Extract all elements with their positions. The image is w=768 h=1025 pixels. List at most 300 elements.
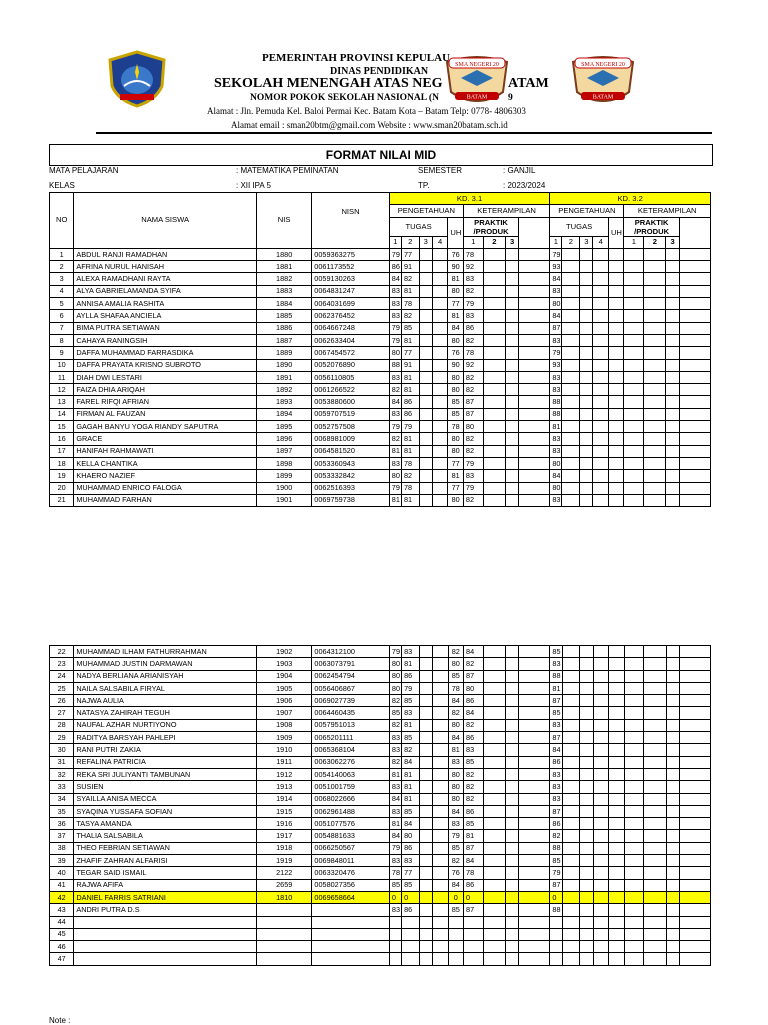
row-kd2-sp <box>679 494 710 506</box>
row-kd2-t2 <box>562 347 580 359</box>
row-t4 <box>432 371 447 383</box>
row-no: 28 <box>50 719 74 731</box>
row-name: FAIZA DHIA ARIQAH <box>74 384 257 396</box>
row-kd2-p1 <box>624 670 644 682</box>
row-t2: 81 <box>401 371 419 383</box>
row-name: FAREL RIFQI AFRIAN <box>74 396 257 408</box>
row-p1 <box>464 953 484 965</box>
row-no: 15 <box>50 421 74 433</box>
row-kd2-t2 <box>562 682 580 694</box>
row-t1: 82 <box>389 756 401 768</box>
row-uh: 90 <box>448 261 463 273</box>
row-t3 <box>419 310 432 322</box>
row-name: SYAQINA YUSSAFA SOFIAN <box>74 805 257 817</box>
table-row <box>50 396 711 408</box>
row-p1: 78 <box>463 248 483 260</box>
row-p3 <box>505 371 518 383</box>
row-kd2-t1: 83 <box>550 334 562 346</box>
row-no: 13 <box>50 396 74 408</box>
row-uh: 80 <box>448 371 463 383</box>
row-p2 <box>483 744 505 756</box>
row-sp <box>519 732 550 744</box>
row-sp <box>519 384 550 396</box>
row-nisn: 0054881633 <box>312 830 390 842</box>
table-row <box>50 818 711 830</box>
row-kd2-t4 <box>593 421 608 433</box>
row-sp <box>519 334 550 346</box>
row-t1: 79 <box>389 322 401 334</box>
row-kd2-p3 <box>666 916 679 928</box>
row-kd2-t3 <box>580 756 593 768</box>
row-t3 <box>419 953 432 965</box>
row-t4 <box>433 670 449 682</box>
row-no: 37 <box>50 830 74 842</box>
table-row <box>50 756 711 768</box>
row-p3 <box>506 695 519 707</box>
row-nis <box>257 928 312 940</box>
row-t3 <box>419 682 432 694</box>
row-t1 <box>389 928 401 940</box>
row-nis: 1907 <box>257 707 312 719</box>
row-kd2-uh <box>609 744 625 756</box>
row-nisn: 0053360943 <box>312 457 389 469</box>
row-kd2-p3 <box>666 855 679 867</box>
row-kd2-t3 <box>580 744 593 756</box>
row-uh: 83 <box>448 818 464 830</box>
row-kd2-sp <box>679 646 710 658</box>
row-p1: 86 <box>464 879 484 891</box>
row-kd2-p3 <box>666 273 679 285</box>
row-p3 <box>506 879 519 891</box>
row-uh: 90 <box>448 359 463 371</box>
row-uh: 82 <box>448 707 464 719</box>
row-t3 <box>419 384 432 396</box>
row-p1: 82 <box>463 445 483 457</box>
kd1-uh: UH <box>448 217 463 248</box>
row-t3 <box>419 658 432 670</box>
row-kd2-p2 <box>644 470 666 482</box>
row-p3 <box>506 855 519 867</box>
row-nis: 1919 <box>257 855 312 867</box>
row-no: 21 <box>50 494 74 506</box>
row-p1: 83 <box>464 744 484 756</box>
row-p2 <box>483 719 505 731</box>
row-kd2-p2 <box>644 904 666 916</box>
row-kd2-p2 <box>644 707 666 719</box>
row-t1: 84 <box>389 793 401 805</box>
row-kd2-t2 <box>562 322 580 334</box>
row-t1: 84 <box>389 273 401 285</box>
row-t2: 84 <box>402 818 420 830</box>
row-kd2-sp <box>679 457 710 469</box>
row-t2: 81 <box>402 781 420 793</box>
row-kd2-p3 <box>666 310 679 322</box>
row-sp <box>519 830 550 842</box>
row-t2: 77 <box>401 248 419 260</box>
row-t1 <box>389 953 401 965</box>
row-nisn: 0061266522 <box>312 384 389 396</box>
row-kd2-t3 <box>580 781 593 793</box>
row-t3 <box>419 941 432 953</box>
row-nisn: 0063073791 <box>312 658 390 670</box>
row-t3 <box>419 855 432 867</box>
row-p1: 84 <box>464 855 484 867</box>
row-sp <box>519 842 550 854</box>
row-kd2-uh <box>608 248 623 260</box>
row-p3 <box>506 682 519 694</box>
row-kd2-sp <box>679 818 710 830</box>
row-kd2-t2 <box>562 953 580 965</box>
row-t3 <box>419 273 432 285</box>
row-p3 <box>506 744 519 756</box>
tp-value: : 2023/2024 <box>503 181 546 190</box>
row-sp <box>519 904 550 916</box>
row-sp <box>519 470 550 482</box>
row-uh: 85 <box>448 408 463 420</box>
row-sp <box>519 285 550 297</box>
kd1-tugas: TUGAS <box>389 217 448 236</box>
row-kd2-t2 <box>562 928 580 940</box>
row-kd2-t2 <box>562 273 580 285</box>
row-t1: 81 <box>389 768 401 780</box>
kd1-p2: 2 <box>483 236 505 248</box>
row-kd2-uh <box>609 891 625 903</box>
row-t1: 80 <box>389 658 401 670</box>
row-t4 <box>432 433 447 445</box>
row-uh: 83 <box>448 756 464 768</box>
row-kd2-t3 <box>580 719 593 731</box>
kd2-keterampilan: KETERAMPILAN <box>624 205 711 217</box>
table-row <box>50 248 711 260</box>
row-p2 <box>483 658 505 670</box>
row-kd2-t4 <box>593 470 608 482</box>
row-kd2-uh <box>608 261 623 273</box>
row-t1: 84 <box>389 396 401 408</box>
row-p1: 82 <box>463 334 483 346</box>
row-nisn: 0064831247 <box>312 285 389 297</box>
row-kd2-t2 <box>562 396 580 408</box>
row-sp <box>519 359 550 371</box>
row-kd2-p3 <box>666 670 679 682</box>
row-t2 <box>402 928 420 940</box>
row-kd2-t1: 79 <box>550 867 562 879</box>
row-kd2-t4 <box>593 359 608 371</box>
row-kd2-t1: 83 <box>550 719 562 731</box>
row-kd2-t4 <box>593 445 608 457</box>
row-no: 8 <box>50 334 74 346</box>
row-kd2-sp <box>679 744 710 756</box>
row-kd2-t2 <box>562 248 580 260</box>
row-sp <box>519 695 550 707</box>
row-name: AYLLA SHAFAA ANCIELA <box>74 310 257 322</box>
row-kd2-p2 <box>644 744 666 756</box>
row-kd2-t1: 83 <box>550 658 562 670</box>
row-p2 <box>483 707 505 719</box>
row-kd2-uh <box>609 658 625 670</box>
row-name: NAILA SALSABILA FIRYAL <box>74 682 257 694</box>
row-t4 <box>433 646 449 658</box>
row-no: 2 <box>50 261 74 273</box>
row-name: NADYA BERLIANA ARIANISYAH <box>74 670 257 682</box>
row-kd2-p1 <box>624 457 644 469</box>
row-kd2-p1 <box>624 273 644 285</box>
row-kd2-p1 <box>624 285 644 297</box>
row-kd2-t2 <box>562 494 580 506</box>
row-t1: 79 <box>389 842 401 854</box>
grades-table-top <box>49 192 711 507</box>
row-kd2-p3 <box>666 682 679 694</box>
kd2-t3: 3 <box>580 236 593 248</box>
row-t4 <box>432 359 447 371</box>
row-no: 30 <box>50 744 74 756</box>
row-name: NAJWA AULIA <box>74 695 257 707</box>
row-name: CAHAYA RANINGSIH <box>74 334 257 346</box>
row-kd2-t3 <box>580 695 593 707</box>
row-kd2-uh <box>609 768 625 780</box>
row-t1: 83 <box>389 732 401 744</box>
row-t3 <box>419 744 432 756</box>
row-p1: 78 <box>463 347 483 359</box>
row-kd2-p2 <box>644 695 666 707</box>
row-p2 <box>483 396 505 408</box>
row-kd2-p1 <box>624 916 644 928</box>
row-nis: 2659 <box>257 879 312 891</box>
row-name: RAJWA AFIFA <box>74 879 257 891</box>
row-kd2-p3 <box>666 248 679 260</box>
row-uh: 82 <box>448 646 464 658</box>
row-kd2-uh <box>608 371 623 383</box>
row-nisn: 0062516393 <box>312 482 389 494</box>
row-kd2-p3 <box>666 334 679 346</box>
row-p2 <box>483 953 505 965</box>
row-p3 <box>505 433 518 445</box>
row-name: SYAILLA ANISA MECCA <box>74 793 257 805</box>
row-kd2-p1 <box>624 359 644 371</box>
row-t3 <box>419 719 432 731</box>
row-t2: 79 <box>402 682 420 694</box>
row-kd2-t1: 87 <box>550 879 562 891</box>
row-no: 27 <box>50 707 74 719</box>
kd2-p3: 3 <box>666 236 679 248</box>
row-kd2-p3 <box>666 830 679 842</box>
row-kd2-p3 <box>666 818 679 830</box>
row-t3 <box>419 285 432 297</box>
row-no: 39 <box>50 855 74 867</box>
row-sp <box>519 421 550 433</box>
row-nis: 1908 <box>257 719 312 731</box>
row-name: TEGAR SAID ISMAIL <box>74 867 257 879</box>
row-p2 <box>483 756 505 768</box>
row-nisn: 0059707519 <box>312 408 389 420</box>
col-nis-header: NIS <box>256 193 311 249</box>
row-p3 <box>505 334 518 346</box>
row-kd2-t1: 83 <box>550 433 562 445</box>
row-uh <box>448 953 464 965</box>
row-kd2-p1 <box>624 421 644 433</box>
row-kd2-t1: 83 <box>550 384 562 396</box>
row-p3 <box>506 732 519 744</box>
kd2-t2: 2 <box>562 236 580 248</box>
row-p1: 82 <box>463 433 483 445</box>
row-no: 14 <box>50 408 74 420</box>
row-t2: 85 <box>402 879 420 891</box>
row-p3 <box>506 768 519 780</box>
row-kd2-t2 <box>562 408 580 420</box>
row-kd2-t2 <box>562 781 580 793</box>
row-kd2-p1 <box>624 830 644 842</box>
row-p1: 85 <box>464 818 484 830</box>
row-sp <box>519 248 550 260</box>
row-kd2-p2 <box>644 768 666 780</box>
table-row <box>50 916 711 928</box>
row-t1: 80 <box>389 470 401 482</box>
row-kd2-sp <box>679 421 710 433</box>
row-kd2-t3 <box>580 805 593 817</box>
row-p3 <box>506 719 519 731</box>
row-t2: 81 <box>401 334 419 346</box>
row-nis: 1887 <box>256 334 311 346</box>
school-name-tail: ATAM <box>508 76 549 91</box>
row-t2: 82 <box>401 310 419 322</box>
row-kd2-t3 <box>580 867 593 879</box>
row-p1: 84 <box>464 707 484 719</box>
row-no: 9 <box>50 347 74 359</box>
row-t2: 85 <box>402 805 420 817</box>
row-sp <box>519 928 550 940</box>
row-uh: 81 <box>448 470 463 482</box>
row-p1: 0 <box>464 891 484 903</box>
row-kd2-t2 <box>562 867 580 879</box>
row-nisn: 0068022666 <box>312 793 390 805</box>
row-t4 <box>432 494 447 506</box>
row-nisn: 0066250567 <box>312 842 390 854</box>
row-kd2-t4 <box>593 707 609 719</box>
row-uh: 85 <box>448 904 464 916</box>
row-kd2-p3 <box>666 285 679 297</box>
kelas-value: : XII IPA 5 <box>236 181 271 190</box>
row-t2: 81 <box>402 793 420 805</box>
table-row <box>50 445 711 457</box>
row-p2 <box>483 408 505 420</box>
row-kd2-t4 <box>593 781 609 793</box>
row-p3 <box>506 805 519 817</box>
table-row <box>50 879 711 891</box>
row-kd2-t2 <box>562 433 580 445</box>
row-p3 <box>506 658 519 670</box>
row-t4 <box>432 261 447 273</box>
row-no: 17 <box>50 445 74 457</box>
row-kd2-p2 <box>644 646 666 658</box>
row-kd2-uh <box>609 928 625 940</box>
row-t3 <box>419 830 432 842</box>
row-kd2-t3 <box>580 457 593 469</box>
table-row <box>50 347 711 359</box>
row-kd2-t4 <box>593 334 608 346</box>
row-p2 <box>483 941 505 953</box>
row-p3 <box>505 445 518 457</box>
row-no: 19 <box>50 470 74 482</box>
row-sp <box>519 805 550 817</box>
row-uh: 84 <box>448 732 464 744</box>
row-nis <box>257 953 312 965</box>
row-kd2-t3 <box>580 707 593 719</box>
row-no: 45 <box>50 928 74 940</box>
row-kd2-sp <box>679 298 710 310</box>
row-no: 20 <box>50 482 74 494</box>
row-kd2-uh <box>608 396 623 408</box>
row-kd2-t3 <box>580 818 593 830</box>
row-p1 <box>464 941 484 953</box>
row-kd2-p3 <box>666 658 679 670</box>
row-t3 <box>419 695 432 707</box>
row-nisn <box>312 941 390 953</box>
address-line: Alamat : Jln. Pemuda Kel. Baloi Permai Kec. Batam Kota – Batam Telp: 0778- 4806303 <box>207 106 526 116</box>
row-kd2-p1 <box>624 396 644 408</box>
row-uh: 85 <box>448 396 463 408</box>
row-kd2-t2 <box>562 879 580 891</box>
row-kd2-t2 <box>562 470 580 482</box>
row-sp <box>519 310 550 322</box>
row-t3 <box>419 904 432 916</box>
row-t2: 84 <box>402 756 420 768</box>
row-name: ALEXA RAMADHANI RAYTA <box>74 273 257 285</box>
row-t4 <box>433 891 449 903</box>
row-kd2-sp <box>679 347 710 359</box>
row-p3 <box>505 261 518 273</box>
row-sp <box>519 445 550 457</box>
row-kd2-uh <box>609 879 625 891</box>
row-kd2-t3 <box>580 646 593 658</box>
table-row <box>50 682 711 694</box>
row-sp <box>519 646 550 658</box>
row-kd2-t2 <box>562 732 580 744</box>
table-row <box>50 891 711 903</box>
row-p3 <box>505 347 518 359</box>
row-t4 <box>433 732 449 744</box>
row-p1: 83 <box>463 310 483 322</box>
row-t4 <box>432 298 447 310</box>
row-kd2-t2 <box>562 842 580 854</box>
row-kd2-p3 <box>666 695 679 707</box>
row-name: MUHAMMAD ILHAM FATHURRAHMAN <box>74 646 257 658</box>
kd2-p2: 2 <box>644 236 666 248</box>
row-p3 <box>505 285 518 297</box>
row-t1: 79 <box>389 248 401 260</box>
row-kd2-t2 <box>562 855 580 867</box>
row-kd2-p3 <box>666 805 679 817</box>
row-sp <box>519 818 550 830</box>
row-kd2-t1: 81 <box>550 682 562 694</box>
row-uh: 80 <box>448 433 463 445</box>
row-t2: 81 <box>401 445 419 457</box>
row-p3 <box>506 867 519 879</box>
row-t3 <box>419 371 432 383</box>
row-sp <box>519 670 550 682</box>
row-kd2-sp <box>679 322 710 334</box>
row-nisn: 0053332842 <box>312 470 389 482</box>
kd2-header: KD. 3.2 <box>550 193 711 205</box>
table-row <box>50 830 711 842</box>
row-kd2-t3 <box>580 273 593 285</box>
row-t2: 81 <box>401 285 419 297</box>
row-kd2-p1 <box>624 384 644 396</box>
row-p3 <box>506 781 519 793</box>
header-rule <box>96 132 712 134</box>
row-t2: 82 <box>401 273 419 285</box>
row-t3 <box>419 916 432 928</box>
row-nisn: 0052076890 <box>312 359 389 371</box>
school-name: SEKOLAH MENENGAH ATAS NEG <box>214 76 443 91</box>
